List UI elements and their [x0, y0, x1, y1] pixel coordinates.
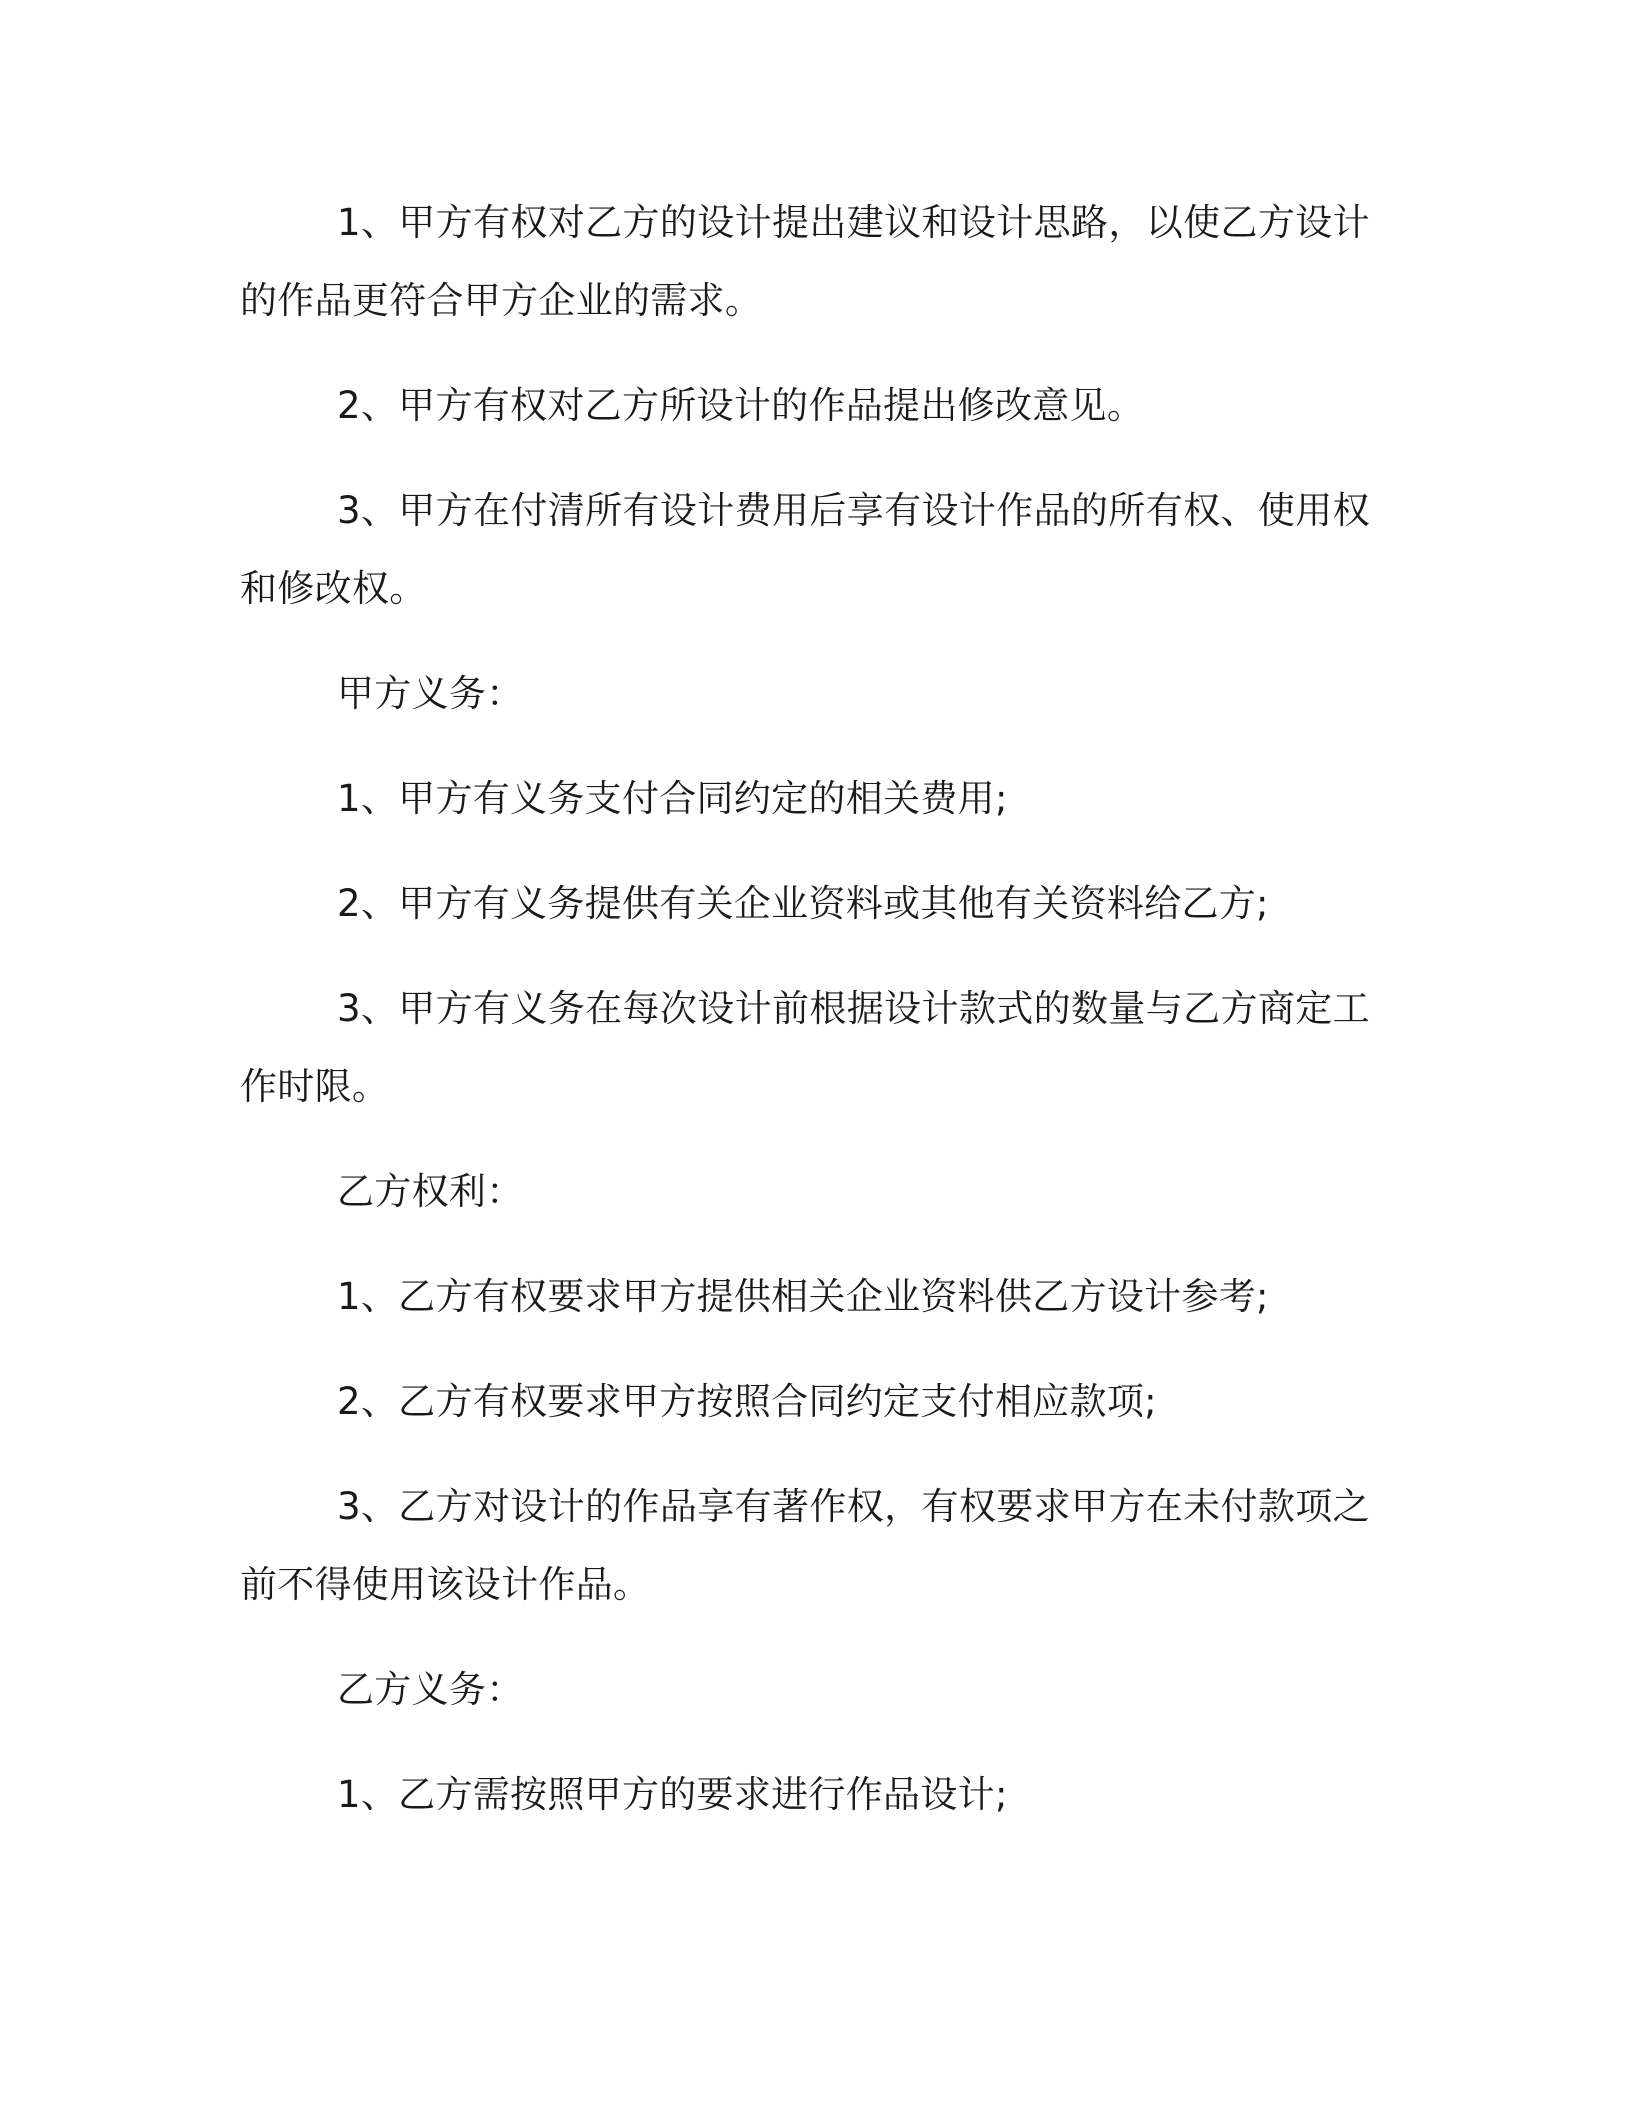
paragraph-party-a-right-3: 3、甲方在付清所有设计费用后享有设计作品的所有权、使用权和修改权。	[240, 489, 1370, 610]
paragraph-party-a-duty-2: 2、甲方有义务提供有关企业资料或其他有关资料给乙方;	[337, 882, 1269, 925]
paragraph-party-a-duty-3: 3、甲方有义务在每次设计前根据设计款式的数量与乙方商定工作时限。	[240, 987, 1370, 1108]
paragraph-party-b-right-2: 2、乙方有权要求甲方按照合同约定支付相应款项;	[337, 1380, 1157, 1423]
paragraph-party-a-duty-1: 1、甲方有义务支付合同约定的相关费用;	[337, 777, 1008, 820]
paragraph-party-a-right-2: 2、甲方有权对乙方所设计的作品提出修改意见。	[337, 384, 1145, 427]
paragraph-party-b-right-3: 3、乙方对设计的作品享有著作权，有权要求甲方在未付款项之前不得使用该设计作品。	[240, 1485, 1370, 1606]
heading-party-a-duties: 甲方义务：	[337, 672, 524, 715]
heading-party-b-rights: 乙方权利：	[337, 1170, 524, 1213]
document-body	[240, 184, 1370, 1861]
heading-party-b-duties: 乙方义务：	[337, 1668, 524, 1711]
paragraph-party-a-right-1: 1、甲方有权对乙方的设计提出建议和设计思路，以使乙方设计的作品更符合甲方企业的需求。	[240, 201, 1370, 322]
paragraph-party-b-right-1: 1、乙方有权要求甲方提供相关企业资料供乙方设计参考;	[337, 1275, 1269, 1318]
paragraph-party-b-duty-1: 1、乙方需按照甲方的要求进行作品设计;	[337, 1773, 1008, 1816]
